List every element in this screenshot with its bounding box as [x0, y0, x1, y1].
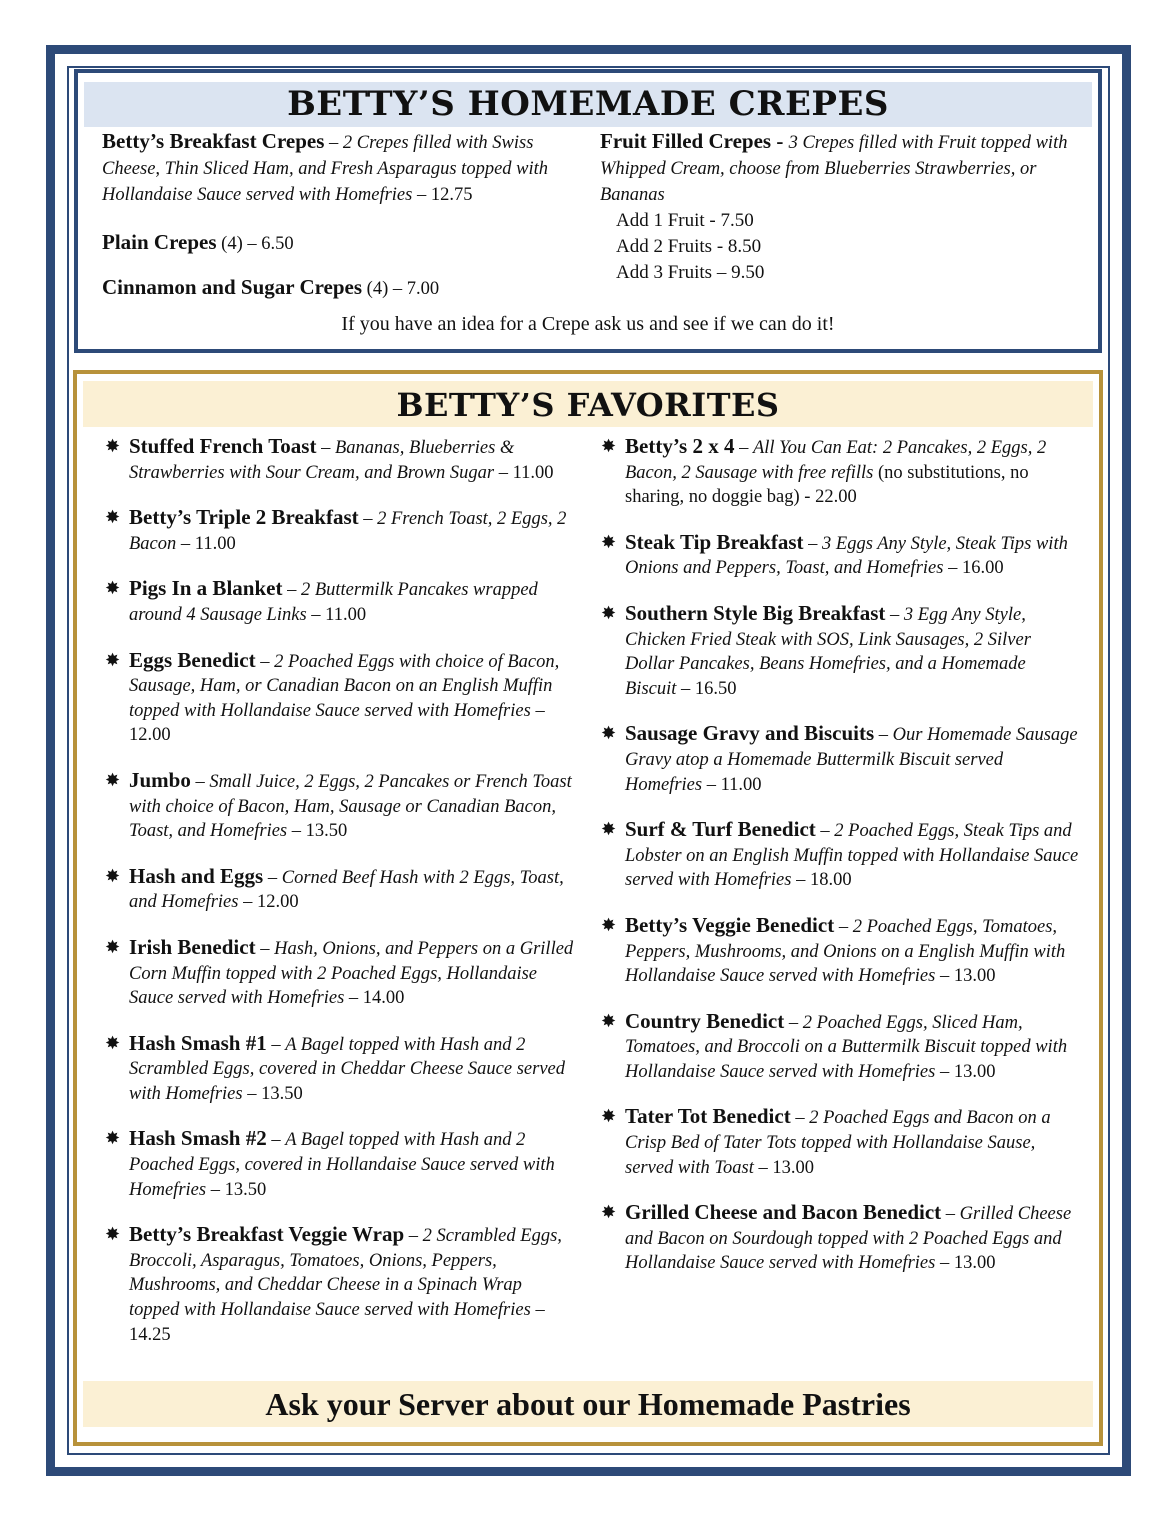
star-bullet-icon: ✸ — [105, 769, 121, 790]
menu-item: ✸ Stuffed French Toast – Bananas, Blueberries & Strawberries with Sour Cream, and Brown Sugar – 11.00 — [105, 434, 554, 483]
favorites-section — [73, 370, 1103, 1446]
item-name: Betty’s Veggie Benedict — [625, 912, 835, 937]
star-bullet-icon: ✸ — [601, 819, 617, 840]
item-description: Corned Beef Hash with 2 Eggs, Toast, and Homefries — [129, 867, 564, 913]
crepes-section — [74, 69, 1102, 353]
item-price: 13.00 — [772, 1157, 814, 1178]
item-description: 2 Poached Eggs, Steak Tips and Lobster on an English Muffin topped with Hollandaise Sauce served with Homefries — [625, 821, 1079, 891]
item-name: Surf & Turf Benedict — [625, 817, 816, 842]
item-description: Small Juice, 2 Eggs, 2 Pancakes or French Toast with choice of Bacon, Ham, Sausage or Canadian Bacon, Toast, and Homefries — [129, 771, 572, 842]
item-name: Jumbo — [129, 767, 191, 792]
item-name: Fruit Filled Crepes — [600, 129, 772, 153]
menu-item: ✸ Betty’s Breakfast Veggie Wrap – 2 Scrambled Eggs, Broccoli, Asparagus, Tomatoes, Onions, Peppers, Mushrooms, and Cheddar Cheese in a Spinach Wrap topped with Hollandaise Sauce served with Homefries – 14.25 — [105, 1222, 562, 1345]
item-price: 16.50 — [694, 678, 737, 699]
menu-item: ✸ Surf & Turf Benedict – 2 Poached Eggs, Steak Tips and Lobster on an English Muffin topped with Hollandaise Sauce served with Homefries – 18.00 — [601, 817, 1079, 891]
menu-item: ✸ Jumbo – Small Juice, 2 Eggs, 2 Pancakes or French Toast with choice of Bacon, Ham, Sausage or Canadian Bacon, Toast, and Homefries – 13.50 — [105, 767, 572, 842]
favorites-title: BETTY’S FAVORITES — [83, 381, 1093, 427]
star-bullet-icon: ✸ — [601, 723, 617, 744]
item-price: 13.00 — [953, 1061, 996, 1082]
star-bullet-icon: ✸ — [105, 1128, 121, 1149]
menu-item: ✸ Hash Smash #2 – A Bagel topped with Hash and 2 Poached Eggs, covered in Hollandaise Sauce served with Homefries – 13.50 — [105, 1126, 555, 1200]
menu-item: ✸ Tater Tot Benedict – 2 Poached Eggs and Bacon on a Crisp Bed of Tater Tots topped with Hollandaise Sause, served with Toast – 13.00 — [601, 1104, 1051, 1178]
star-bullet-icon: ✸ — [105, 1032, 121, 1053]
item-name: Cinnamon and Sugar Crepes — [102, 275, 363, 299]
item-name: Irish Benedict — [129, 934, 256, 959]
menu-item: ✸ Hash Smash #1 – A Bagel topped with Hash and 2 Scrambled Eggs, covered in Cheddar Cheese Sauce served with Homefries – 13.50 — [105, 1030, 565, 1104]
star-bullet-icon: ✸ — [105, 436, 121, 456]
item-name: Eggs Benedict — [129, 647, 256, 672]
item-description: 2 Poached Eggs and Bacon on a Crisp Bed of Tater Tots topped with Hollandaise Sause, served with Toast — [625, 1108, 1051, 1178]
item-price: 11.00 — [512, 462, 554, 483]
item-name: Hash Smash #2 — [129, 1126, 267, 1151]
item-price: 11.00 — [325, 604, 367, 625]
item-price: 14.25 — [129, 1324, 171, 1345]
menu-item: ✸ Irish Benedict – Hash, Onions, and Peppers on a Grilled Corn Muffin topped with 2 Poached Eggs, Hollandaise Sauce served with Homefries – 14.00 — [105, 934, 574, 1009]
star-bullet-icon: ✸ — [601, 436, 617, 456]
menu-item: ✸ Hash and Eggs – Corned Beef Hash with 2 Eggs, Toast, and Homefries – 12.00 — [105, 863, 564, 913]
menu-item: ✸ Grilled Cheese and Bacon Benedict – Grilled Cheese and Bacon on Sourdough topped with 2 Poached Eggs and Hollandaise Sauce served with Homefries – 13.00 — [601, 1200, 1072, 1274]
star-bullet-icon: ✸ — [105, 578, 121, 599]
item-price: (4) – 7.00 — [362, 279, 440, 299]
menu-item: ✸ Betty’s 2 x 4 – All You Can Eat: 2 Pancakes, 2 Eggs, 2 Bacon, 2 Sausage with free refills (no substitutions, no sharing, no doggie bag) - 22.00 — [601, 434, 1047, 508]
item-price: 22.00 — [815, 487, 857, 508]
item-separator: – — [324, 133, 343, 153]
item-name: Pigs In a Blanket — [129, 576, 283, 601]
item-description: 2 Scrambled Eggs, Broccoli, Asparagus, Tomatoes, Onions, Peppers, Mushrooms, and Cheddar Cheese in a Spinach Wrap topped with Hollandaise Sauce served with Homefries — [129, 1226, 562, 1321]
item-name: Tater Tot Benedict — [625, 1104, 791, 1129]
item-name: Southern Style Big Breakfast — [625, 600, 886, 625]
item-description: 3 Crepes filled with Fruit topped with Whipped Cream, choose from Blueberries Strawberries, or Bananas — [600, 133, 1068, 205]
item-name: Hash and Eggs — [129, 863, 264, 888]
item-description: A Bagel topped with Hash and 2 Scrambled Eggs, covered in Cheddar Cheese Sauce served with Homefries — [129, 1034, 565, 1104]
star-bullet-icon: ✸ — [601, 531, 617, 552]
crepe-item — [102, 275, 582, 302]
item-price: 12.00 — [129, 725, 171, 746]
item-price: 12.00 — [256, 892, 299, 913]
item-description: 2 Crepes filled with Swiss Cheese, Thin Sliced Ham, and Fresh Asparagus topped with Hollandaise Sauce served with Homefries — [102, 133, 549, 205]
menu-item: ✸ Country Benedict – 2 Poached Eggs, Sliced Ham, Tomatoes, and Broccoli on a Buttermilk Biscuit topped with Hollandaise Sauce served with Homefries – 13.00 — [601, 1008, 1068, 1082]
item-price: 14.00 — [362, 988, 405, 1009]
crepes-right-column — [600, 129, 1080, 286]
item-price: 11.00 — [194, 533, 236, 554]
crepe-item — [600, 129, 1080, 208]
item-description: Grilled Cheese and Bacon on Sourdough topped with 2 Poached Eggs and Hollandaise Sauce served with Homefries — [625, 1204, 1072, 1274]
star-bullet-icon: ✸ — [105, 507, 121, 528]
star-bullet-icon: ✸ — [601, 1106, 617, 1127]
item-description: 2 Poached Eggs, Tomatoes, Peppers, Mushrooms, and Onions on a English Muffin with Hollandaise Sauce served with Homefries — [625, 916, 1066, 987]
item-description: 2 French Toast, 2 Eggs, 2 Bacon — [129, 509, 567, 554]
item-name: Betty’s Triple 2 Breakfast — [129, 505, 359, 530]
item-description: Hash, Onions, and Peppers on a Grilled Corn Muffin topped with 2 Poached Eggs, Hollandaise Sauce served with Homefries — [129, 938, 574, 1009]
item-name: Stuffed French Toast — [129, 434, 317, 458]
menu-item: ✸ Betty’s Triple 2 Breakfast – 2 French Toast, 2 Eggs, 2 Bacon – 11.00 — [105, 505, 567, 554]
item-description: 2 Poached Eggs, Sliced Ham, Tomatoes, and Broccoli on a Buttermilk Biscuit topped with Hollandaise Sauce served with Homefries — [625, 1012, 1068, 1082]
item-name: Country Benedict — [625, 1008, 785, 1033]
item-price: 18.00 — [809, 870, 852, 891]
menu-item: ✸ Eggs Benedict – 2 Poached Eggs with choice of Bacon, Sausage, Ham, or Canadian Bacon on an English Muffin topped with Hollandaise Sauce served with Homefries – 12.00 — [105, 647, 560, 746]
pastries-banner: Ask your Server about our Homemade Pastries — [83, 1381, 1093, 1427]
item-separator: - — [771, 129, 789, 153]
crepes-title: BETTY’S HOMEMADE CREPES — [84, 82, 1092, 127]
star-bullet-icon: ✸ — [105, 649, 121, 670]
item-price: 16.00 — [961, 558, 1004, 579]
item-description: A Bagel topped with Hash and 2 Poached Eggs, covered in Hollandaise Sauce served with Homefries — [129, 1130, 555, 1200]
menu-item: ✸ Steak Tip Breakfast – 3 Eggs Any Style, Steak Tips with Onions and Peppers, Toast, and Homefries – 16.00 — [601, 529, 1068, 579]
item-price: 13.00 — [953, 966, 996, 987]
star-bullet-icon: ✸ — [601, 914, 617, 935]
item-description: Bananas, Blueberries & Strawberries with Sour Cream, and Brown Sugar — [129, 438, 515, 483]
item-price: – 12.75 — [412, 185, 473, 205]
item-price: (4) – 6.50 — [216, 234, 294, 254]
star-bullet-icon: ✸ — [601, 1202, 617, 1223]
item-name: Sausage Gravy and Biscuits — [625, 721, 875, 746]
menu-item: ✸ Pigs In a Blanket – 2 Buttermilk Pancakes wrapped around 4 Sausage Links – 11.00 — [105, 576, 538, 625]
item-price: 11.00 — [720, 774, 762, 795]
crepes-note: If you have an idea for a Crepe ask us and see if we can do it! — [341, 313, 835, 335]
item-description: Our Homemade Sausage Gravy atop a Homemade Buttermilk Biscuit served Homefries — [625, 725, 1078, 795]
star-bullet-icon: ✸ — [105, 1224, 121, 1245]
item-name: Betty’s Breakfast Crepes — [102, 129, 325, 153]
crepe-item — [102, 129, 582, 208]
fruit-option: Add 1 Fruit - 7.50 — [616, 210, 754, 231]
crepe-item — [102, 230, 582, 257]
item-description: 2 Buttermilk Pancakes wrapped around 4 Sausage Links — [129, 580, 538, 625]
menu-item: ✸ Sausage Gravy and Biscuits – Our Homemade Sausage Gravy atop a Homemade Buttermilk Biscuit served Homefries – 11.00 — [601, 721, 1078, 795]
favorites-left-column — [105, 434, 575, 1347]
item-price: 13.50 — [305, 821, 348, 842]
menu-item: ✸ Southern Style Big Breakfast – 3 Egg Any Style, Chicken Fried Steak with SOS, Link Sausages, 2 Silver Dollar Pancakes, Beans Homefries, and a Homemade Biscuit – 16.50 — [601, 600, 1031, 699]
crepes-left-column — [102, 129, 582, 324]
star-bullet-icon: ✸ — [105, 936, 121, 957]
item-description: 3 Eggs Any Style, Steak Tips with Onions and Peppers, Toast, and Homefries — [625, 533, 1068, 579]
favorites-right-column — [601, 434, 1079, 1276]
fruit-option: Add 2 Fruits - 8.50 — [616, 236, 762, 257]
item-description: 2 Poached Eggs with choice of Bacon, Sausage, Ham, or Canadian Bacon on an English Muffin topped with Hollandaise Sauce served with Homefries — [129, 651, 560, 721]
item-name: Hash Smash #1 — [129, 1030, 267, 1055]
item-price: 13.50 — [261, 1083, 303, 1104]
item-name: Betty’s Breakfast Veggie Wrap — [129, 1222, 405, 1247]
star-bullet-icon: ✸ — [601, 1010, 617, 1031]
item-price: 13.00 — [953, 1253, 996, 1274]
star-bullet-icon: ✸ — [105, 865, 121, 886]
item-name: Grilled Cheese and Bacon Benedict — [625, 1200, 942, 1225]
item-name: Steak Tip Breakfast — [625, 529, 804, 554]
item-note: (no substitutions, no sharing, no doggie bag) - — [625, 462, 1029, 508]
item-description: 3 Egg Any Style, Chicken Fried Steak with SOS, Link Sausages, 2 Silver Dollar Pancakes, Beans Homefries, and a Homemade Biscuit — [625, 604, 1031, 699]
item-price: 13.50 — [224, 1179, 267, 1200]
fruit-option: Add 3 Fruits – 9.50 — [616, 262, 765, 283]
item-name: Plain Crepes — [102, 230, 217, 254]
item-description: All You Can Eat: 2 Pancakes, 2 Eggs, 2 Bacon, 2 Sausage with free refills — [625, 438, 1047, 483]
star-bullet-icon: ✸ — [601, 602, 617, 623]
item-name: Betty’s 2 x 4 — [625, 434, 735, 458]
menu-item: ✸ Betty’s Veggie Benedict – 2 Poached Eggs, Tomatoes, Peppers, Mushrooms, and Onions on a English Muffin with Hollandaise Sauce served with Homefries – 13.00 — [601, 912, 1066, 987]
